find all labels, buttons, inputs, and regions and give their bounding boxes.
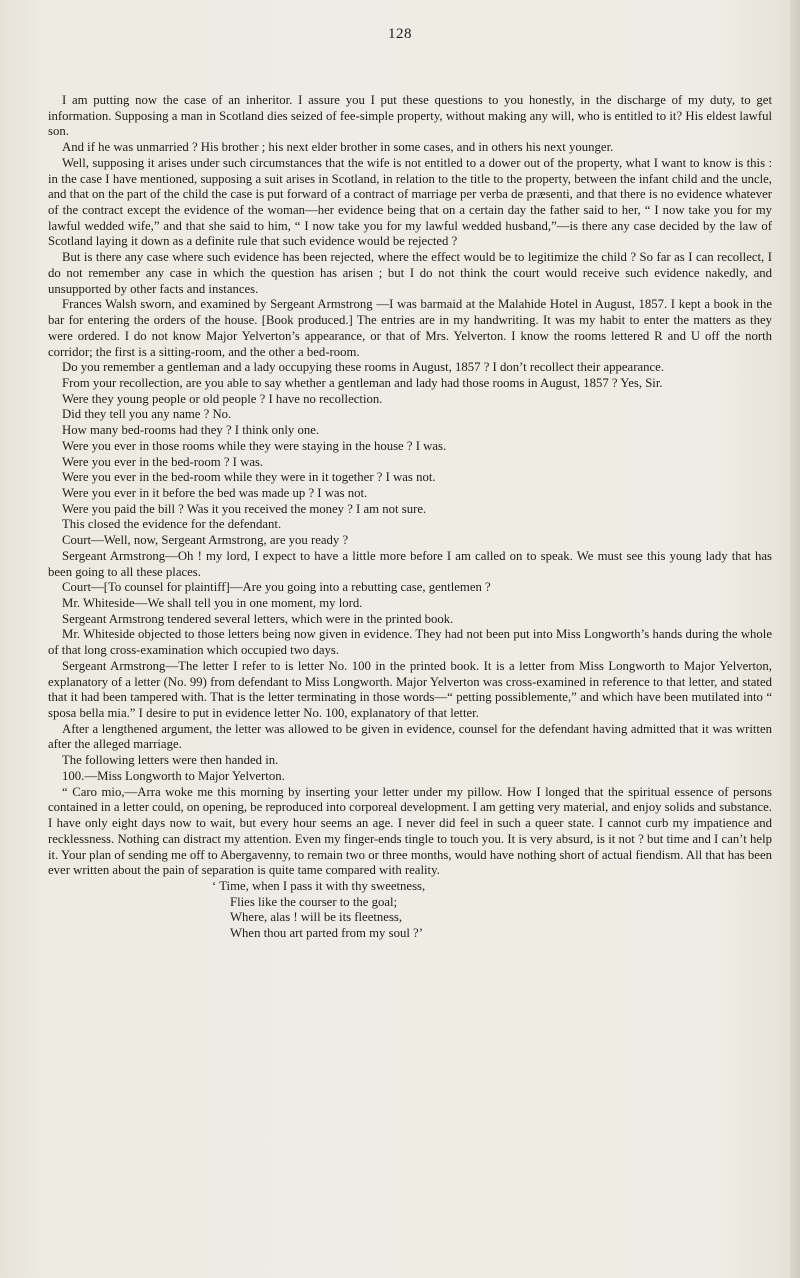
poem-quote (212, 879, 772, 942)
paragraph: Were you paid the bill ? Was it you received the money ? I am not sure. (62, 501, 427, 516)
paragraph: Do you remember a gentleman and a lady occupying these rooms in August, 1857 ? I don’t recollect their appearance. (62, 360, 665, 375)
body-text (48, 93, 772, 942)
paragraph: Sergeant Armstrong tendered several letters, which were in the printed book. (62, 611, 454, 626)
page-number: 128 (388, 26, 412, 42)
paragraph: Did they tell you any name ? No. (62, 407, 232, 422)
paragraph: Were you ever in the bed-room while they were in it together ? I was not. (62, 470, 436, 485)
poem-line: ‘ Time, when I pass it with thy sweetness, (212, 878, 426, 893)
paragraph: The following letters were then handed in. (62, 753, 279, 768)
paragraph: Were you ever in the bed-room ? I was. (62, 454, 264, 469)
poem-line: Where, alas ! will be its fleetness, (230, 910, 403, 925)
paragraph: This closed the evidence for the defendant. (62, 517, 282, 532)
poem-line: When thou art parted from my soul ?’ (230, 926, 423, 941)
paragraph: Were you ever in it before the bed was made up ? I was not. (62, 485, 368, 500)
paragraph: Mr. Whiteside—We shall tell you in one moment, my lord. (62, 596, 363, 610)
paragraph: And if he was unmarried ? His brother ; his next elder brother in some cases, and in others his next younger. (62, 140, 614, 155)
paragraph: 100.—Miss Longworth to Major Yelverton. (62, 768, 285, 783)
paragraph: But is there any case where such evidence has been rejected, where the effect would be to legitimize the child ? So far as I can recollect, I do not remember any case in which the question has arisen ; but I do not think the court would receive such evidence nakedly, and unsupported by other facts and instances. (48, 250, 772, 296)
paragraph: Well, supposing it arises under such circumstances that the wife is not entitled to a dower out of the property, what I want to know is this : in the case I have mentioned, supposing a suit arises in Scotland, in relation to the title to the property, between the infant child and the uncle, and that on the part of the child the case is put forward of a contract of marriage per verba de præsenti, and that there is no evidence whatever of the contract except the evidence of the woman—her evidence being that on a certain day the father said to her, “ I now take you for my lawful wedded wife,” and that she said to him, “ I now take you for my lawful wedded husband,”—is there any case decided by the law of Scotland laying it down as a definite rule that such evidence would be rejected ? (48, 155, 772, 249)
page-edge-shadow (790, 0, 800, 1278)
paragraph: From your recollection, are you able to say whether a gentleman and lady had those rooms in August, 1857 ? Yes, Sir. (62, 375, 663, 390)
paragraph: Court—Well, now, Sergeant Armstrong, are you ready ? (62, 533, 349, 548)
paragraph: Frances Walsh sworn, and examined by Sergeant Armstrong —I was barmaid at the Malahide Hotel in August, 1857. I kept a book in the bar for entering the orders of the house. [Book produced.] The entries are in my handwriting. It was my habit to enter the matters as they were ordered. I do not know Major Yelverton’s appearance, or that of Mrs. Yelverton. I know the rooms lettered R and U off the north corridor; the first is a sitting-room, and the other a bed-room. (48, 297, 772, 359)
paragraph: Mr. Whiteside objected to those letters being now given in evidence. They had not been put into Miss Longworth’s hands during the whole of that long cross-examination which occupied two days. (48, 627, 772, 658)
paragraph: I am putting now the case of an inheritor. I assure you I put these questions to you honestly, in the discharge of my duty, to get information. Supposing a man in Scotland dies seized of fee-simple property, without making any will, who is entitled to it? His eldest lawful son. (48, 93, 772, 139)
paragraph: “ Caro mio,—Arra woke me this morning by inserting your letter under my pillow. How I longed that the spiritual essence of persons contained in a letter could, on opening, be reproduced into corporeal development. I am getting very material, and enjoy solids and substance. I have only eight days now to wait, but every hour seems an age. I never did feel in such a queer state. I cannot curb my impatience and recklessness. Nothing can distract my attention. Even my finger-ends tingle to touch you. It is very absurd, is it not ? but time and I can’t help it. Your plan of sending me off to Abergavenny, to remain two or three months, would have nothing short of actual fiendism. All that has been ever written about the pain of separation is quite tame compared with reality. (48, 784, 772, 878)
paragraph: Were they young people or old people ? I have no recollection. (62, 391, 383, 406)
paragraph: Sergeant Armstrong—Oh ! my lord, I expect to have a little more before I am called on to speak. We must see this young lady that has been going to all these places. (48, 548, 772, 579)
paragraph: Were you ever in those rooms while they were staying in the house ? I was. (62, 438, 447, 453)
paragraph: How many bed-rooms had they ? I think only one. (62, 423, 320, 438)
paragraph: After a lengthened argument, the letter was allowed to be given in evidence, counsel for the defendant having admitted that it was written after the alleged marriage. (48, 721, 772, 752)
poem-line: Flies like the courser to the goal; (230, 894, 398, 909)
paragraph: Court—[To counsel for plaintiff]—Are you going into a rebutting case, gentlemen ? (62, 580, 491, 595)
paragraph: Sergeant Armstrong—The letter I refer to is letter No. 100 in the printed book. It is a letter from Miss Longworth to Major Yelverton, explanatory of a letter (No. 99) from defendant to Miss Longworth. Major Yelverton was cross-examined in reference to that letter, and stated that it had been tampered with. That is the letter terminating in those words—“ petting possiblemente,” and which have been mutilated into “ sposa bella mia.” I desire to put in evidence letter No. 100, explanatory of that letter. (48, 658, 772, 721)
